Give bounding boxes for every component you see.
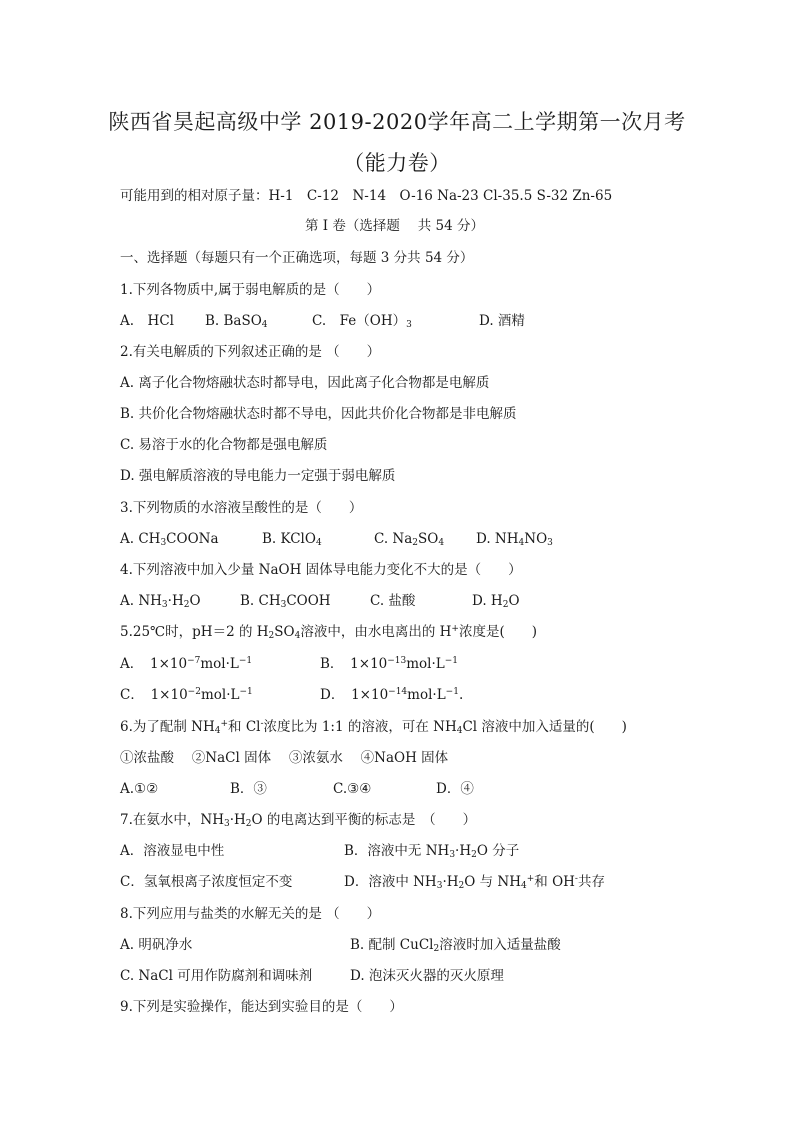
q2-option-d: D. 强电解质溶液的导电能力一定强于弱电解质 [120, 468, 396, 484]
question-1-stem: 1.下列各物质中,属于弱电解质的是（ ） [120, 282, 381, 298]
q7-option-a: A．溶液显电中性 [120, 843, 225, 859]
q4-option-a: A. $NH_3\cdot H_2O$ [120, 593, 201, 610]
q2-option-b: B. 共价化合物熔融状态时都不导电，因此共价化合物都是非电解质 [120, 406, 517, 422]
q5-option-d: D． $1\times 10^{-14}mol\cdot L^{-1}$. [320, 687, 464, 703]
question-8-stem: 8.下列应用与盐类的水解无关的是 （ ） [120, 906, 381, 922]
q1-option-b: B. BaSO$_4$ [205, 313, 268, 330]
q2-option-a: A. 离子化合物熔融状态时都导电，因此离子化合物都是电解质 [120, 375, 490, 391]
q7-option-d: D．溶液中 $NH_3\cdot H_2O$ 与 $NH_4^+$和 OH-共存 [344, 874, 605, 891]
exam-title: 陕西省昊起高级中学 2019-2020学年高二上学期第一次月考 [108, 110, 686, 134]
q6-option-d: D．④ [436, 781, 474, 797]
q7-option-b: B．溶液中无 $NH_3\cdot H_2O$ 分子 [344, 843, 520, 860]
q6-option-c: C.③④ [333, 781, 372, 797]
q1-option-a: A. HCl [120, 313, 174, 329]
section-heading: 第 I 卷（选择题 共 54 分） [305, 218, 484, 234]
q3-option-c: C. $Na_2SO_4$ [374, 531, 445, 548]
q4-option-d: D. $H_2O$ [472, 593, 520, 610]
q6-option-a: A.①② [120, 781, 159, 797]
q5-option-c: C． $1\times 10^{-2}mol\cdot L^{-1}$ [120, 687, 253, 703]
question-9-stem: 9.下列是实验操作，能达到实验目的是（ ） [120, 999, 403, 1015]
q1-option-d: D. 酒精 [479, 313, 525, 329]
atomic-masses: 可能用到的相对原子量：H-1 C-12 N-14 O-16 Na-23 Cl-35.5 S-32 Zn-65 [120, 188, 613, 204]
q1-option-c: C. $Fe(OH)_3$ [312, 313, 412, 330]
question-4-stem: 4.下列溶液中加入少量 NaOH 固体导电能力变化不大的是（ ） [120, 562, 522, 578]
question-3-stem: 3.下列物质的水溶液呈酸性的是（ ） [120, 500, 363, 516]
q8-option-c: C. NaCl 可用作防腐剂和调味剂 [120, 968, 313, 984]
question-6-stem: 6.为了配制 $NH_4^+$和 Cl-浓度比为 1:1 的溶液，可在 $NH_4Cl$ 溶液中加入适量的( ) [120, 719, 627, 736]
question-2-stem: 2.有关电解质的下列叙述正确的是 （ ） [120, 344, 381, 360]
exam-subtitle: （能力卷） [343, 151, 451, 175]
q3-option-d: D. $NH_4NO_3$ [476, 531, 553, 548]
q2-option-c: C. 易溶于水的化合物都是强电解质 [120, 437, 328, 453]
question-5-stem: 5.25℃时，pH＝2 的 $H_2SO_4$溶液中，由水电离出的 H+浓度是( ) [120, 624, 537, 641]
q4-option-c: C. 盐酸 [370, 593, 416, 609]
q8-option-d: D. 泡沫灭火器的灭火原理 [350, 968, 504, 984]
q3-option-a: A. $CH_3COONa$ [120, 531, 219, 548]
q6-option-b: B．③ [230, 781, 267, 797]
q3-option-b: B. KClO$_4$ [262, 531, 322, 548]
q8-option-b: B. 配制 CuCl$_2$溶液时加入适量盐酸 [350, 937, 561, 954]
question-7-stem: 7.在氨水中，$NH_3\cdot H_2O$ 的电离达到平衡的标志是 （ ） [120, 812, 477, 829]
q5-option-b: B． $1\times 10^{-13}mol\cdot L^{-1}$ [320, 656, 459, 672]
instructions: 一、选择题（每题只有一个正确选项，每题 3 分共 54 分） [120, 250, 474, 266]
q5-option-a: A． $1\times 10^{-7}mol\cdot L^{-1}$ [120, 656, 253, 672]
q7-option-c: C．氢氧根离子浓度恒定不变 [120, 874, 293, 890]
q6-reagent-list: ①浓盐酸 ②NaCl 固体 ③浓氨水 ④NaOH 固体 [120, 750, 449, 766]
q4-option-b: B. $CH_3COOH$ [240, 593, 331, 610]
q8-option-a: A. 明矾净水 [120, 937, 193, 953]
